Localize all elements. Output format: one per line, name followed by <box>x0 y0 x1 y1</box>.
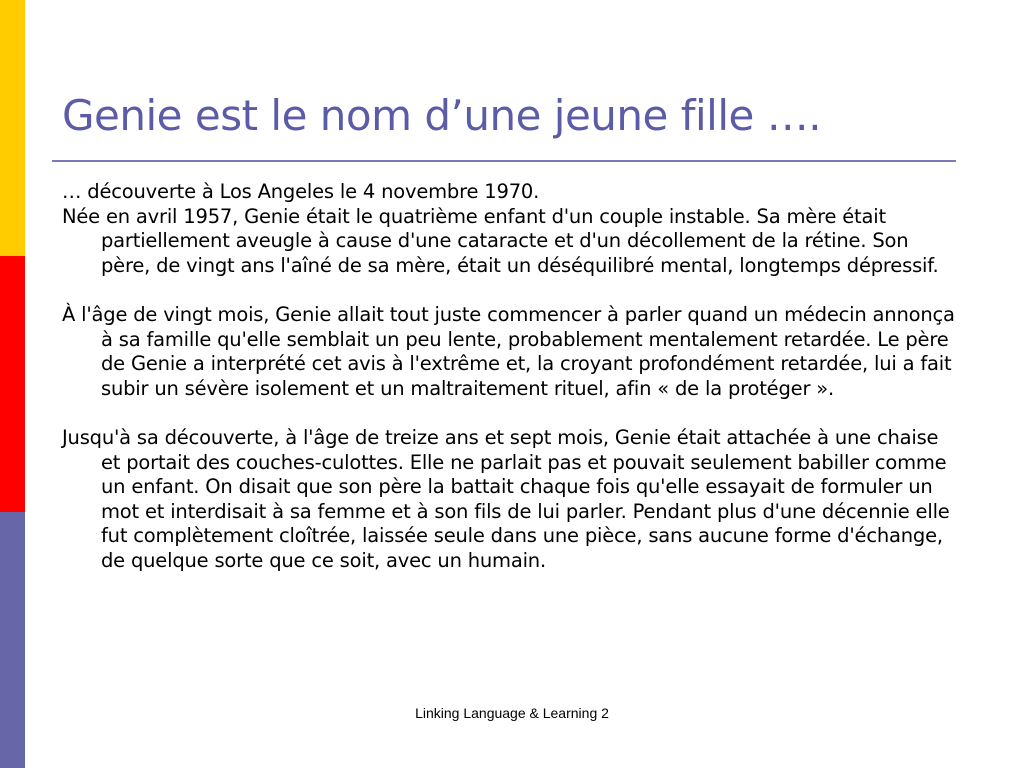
paragraph-discovery: … découverte à Los Angeles le 4 novembre 1970. <box>62 180 540 203</box>
side-bar-red <box>0 256 25 512</box>
side-bar-yellow <box>0 0 25 256</box>
slide-body <box>62 180 962 573</box>
footer-text: Linking Language & Learning 2 <box>415 705 609 721</box>
slide-footer <box>0 705 1024 721</box>
slide-title: Genie est le nom d’une jeune fille …. <box>62 91 822 140</box>
paragraph-childhood: À l'âge de vingt mois, Genie allait tout juste commencer à parler quand un médecin annonça à sa famille qu'elle semblait un peu lente, probablement mentalement retardée. Le père de Genie a interprété cet avis à l'extrême et, la croyant profondément retardée, lui a fait subir un sévère isolement et un maltraitement rituel, afin « de la protéger ». <box>62 303 955 400</box>
paragraph-spacer <box>62 401 962 426</box>
paragraph-birth: Née en avril 1957, Genie était le quatrième enfant d'un couple instable. Sa mère était partiellement aveugle à cause d'une cataracte et d'un décollement de la rétine. Son père, de vingt ans l'aîné de sa mère, était un déséquilibré mental, longtemps dépressif. <box>62 204 939 277</box>
side-bar-slate <box>0 512 25 768</box>
title-divider <box>52 160 956 162</box>
paragraph-isolation: Jusqu'à sa découverte, à l'âge de treize ans et sept mois, Genie était attachée à une chaise et portait des couches-culottes. Elle ne parlait pas et pouvait seulement babiller comme un enfant. On disait que son père la battait chaque fois qu'elle essayait de formuler un mot et interdisait à sa femme et à son fils de lui parler. Pendant plus d'une décennie elle fut complètement cloîtrée, laissée seule dans une pièce, sans aucune forme d'échange, de quelque sorte que ce soit, avec un humain. <box>62 426 950 572</box>
paragraph-spacer <box>62 278 962 303</box>
